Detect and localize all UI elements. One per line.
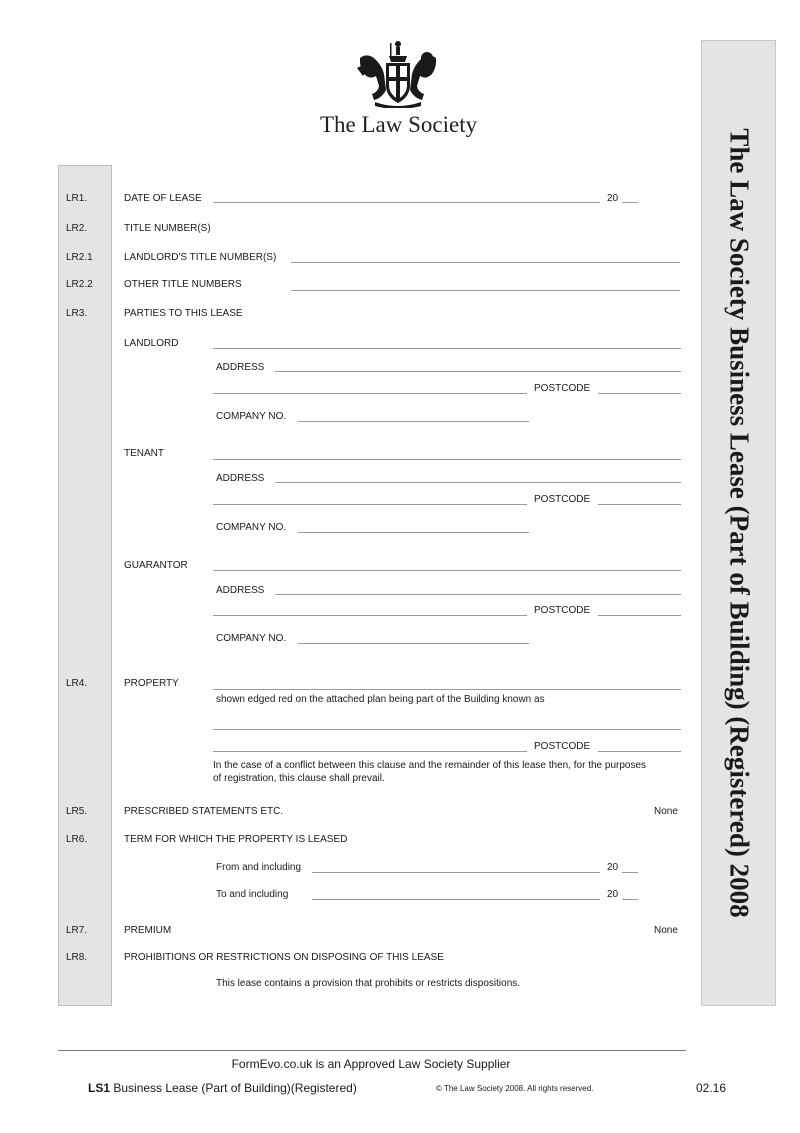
property-postcode-label: POSTCODE [534, 741, 591, 752]
guarantor-name-line[interactable] [213, 570, 681, 571]
row-code-lr6: LR6. [66, 834, 88, 845]
tenant-company-label: COMPANY NO. [216, 522, 287, 533]
tenant-postcode-label: POSTCODE [534, 494, 591, 505]
footer-divider [58, 1050, 686, 1051]
tenant-company-line[interactable] [298, 532, 529, 533]
lr1-year-line[interactable] [622, 202, 638, 203]
property-note-line-1: In the case of a conflict between this clause and the remainder of this lease then, for the purposes [213, 760, 647, 771]
row-code-lr8: LR8. [66, 952, 88, 963]
term-to-line[interactable] [312, 899, 600, 900]
landlord-address-label: ADDRESS [216, 362, 265, 373]
property-description: shown edged red on the attached plan being part of the Building known as [216, 694, 545, 705]
row-code-lr2-2: LR2.2 [66, 279, 93, 290]
property-line-1[interactable] [213, 689, 681, 690]
landlord-company-line[interactable] [298, 421, 529, 422]
law-society-crest [355, 38, 441, 108]
guarantor-address-label: ADDRESS [216, 585, 265, 596]
tenant-name-line[interactable] [213, 459, 681, 460]
label-term: TERM FOR WHICH THE PROPERTY IS LEASED [124, 834, 348, 845]
row-code-lr5: LR5. [66, 806, 88, 817]
term-from-label: From and including [216, 862, 302, 873]
term-from-line[interactable] [312, 872, 600, 873]
landlord-postcode-line[interactable] [598, 393, 681, 394]
row-code-lr2: LR2. [66, 223, 88, 234]
label-other-title-numbers: OTHER TITLE NUMBERS [124, 279, 242, 290]
tenant-address-label: ADDRESS [216, 473, 265, 484]
label-guarantor: GUARANTOR [124, 560, 188, 571]
term-to-year-line[interactable] [622, 899, 638, 900]
prescribed-statements-value: None [654, 806, 678, 817]
left-code-column [58, 165, 112, 1006]
term-to-year-prefix: 20 [607, 889, 619, 900]
label-prescribed-statements: PRESCRIBED STATEMENTS ETC. [124, 806, 284, 817]
row-code-lr2-1: LR2.1 [66, 252, 93, 263]
lr1-year-prefix: 20 [607, 193, 619, 204]
label-date-of-lease: DATE OF LEASE [124, 193, 202, 204]
guarantor-address-line-2[interactable] [213, 615, 527, 616]
brand-name: The Law Society [320, 112, 478, 137]
footer-form-name: Business Lease (Part of Building)(Registered) [113, 1081, 357, 1095]
label-property: PROPERTY [124, 678, 179, 689]
tenant-address-line-2[interactable] [213, 504, 527, 505]
label-parties: PARTIES TO THIS LEASE [124, 308, 243, 319]
property-line-2[interactable] [213, 729, 681, 730]
landlord-postcode-label: POSTCODE [534, 383, 591, 394]
date-of-lease-line[interactable] [213, 202, 600, 203]
vertical-document-title: The Law Society Business Lease (Part of Building) (Registered) 2008 [724, 128, 755, 918]
term-from-year-prefix: 20 [607, 862, 619, 873]
row-code-lr4: LR4. [66, 678, 88, 689]
property-note-line-2: of registration, this clause shall prevail. [213, 773, 385, 784]
landlord-name-line[interactable] [213, 348, 681, 349]
footer-version: 02.16 [696, 1081, 727, 1095]
footer-supplier-note: FormEvo.co.uk is an Approved Law Society Supplier [231, 1057, 511, 1071]
guarantor-address-line-1[interactable] [275, 594, 681, 595]
label-landlords-title-numbers: LANDLORD'S TITLE NUMBER(S) [124, 252, 277, 263]
guarantor-postcode-line[interactable] [598, 615, 681, 616]
property-postcode-line[interactable] [598, 751, 681, 752]
guarantor-company-label: COMPANY NO. [216, 633, 287, 644]
crest-icon [355, 38, 441, 108]
premium-value: None [654, 925, 678, 936]
row-code-lr7: LR7. [66, 925, 88, 936]
other-title-numbers-line[interactable] [291, 290, 680, 291]
landlord-address-line-1[interactable] [275, 371, 681, 372]
label-prohibitions: PROHIBITIONS OR RESTRICTIONS ON DISPOSING OF THIS LEASE [124, 952, 444, 963]
guarantor-company-line[interactable] [298, 643, 529, 644]
guarantor-postcode-label: POSTCODE [534, 605, 591, 616]
landlords-title-number-line[interactable] [291, 262, 680, 263]
label-landlord: LANDLORD [124, 338, 179, 349]
row-code-lr3: LR3. [66, 308, 88, 319]
tenant-postcode-line[interactable] [598, 504, 681, 505]
label-title-numbers: TITLE NUMBER(S) [124, 223, 211, 234]
landlord-address-line-2[interactable] [213, 393, 527, 394]
term-to-label: To and including [216, 889, 289, 900]
label-premium: PREMIUM [124, 925, 172, 936]
footer-copyright: © The Law Society 2008. All rights reserved. [436, 1084, 594, 1093]
prohibitions-text: This lease contains a provision that prohibits or restricts dispositions. [216, 978, 521, 989]
footer-form-title [88, 1081, 357, 1095]
footer-form-code: LS1 [88, 1081, 111, 1095]
term-from-year-line[interactable] [622, 872, 638, 873]
row-code-lr1: LR1. [66, 193, 88, 204]
landlord-company-label: COMPANY NO. [216, 411, 287, 422]
tenant-address-line-1[interactable] [275, 482, 681, 483]
property-line-3[interactable] [213, 751, 527, 752]
label-tenant: TENANT [124, 448, 164, 459]
